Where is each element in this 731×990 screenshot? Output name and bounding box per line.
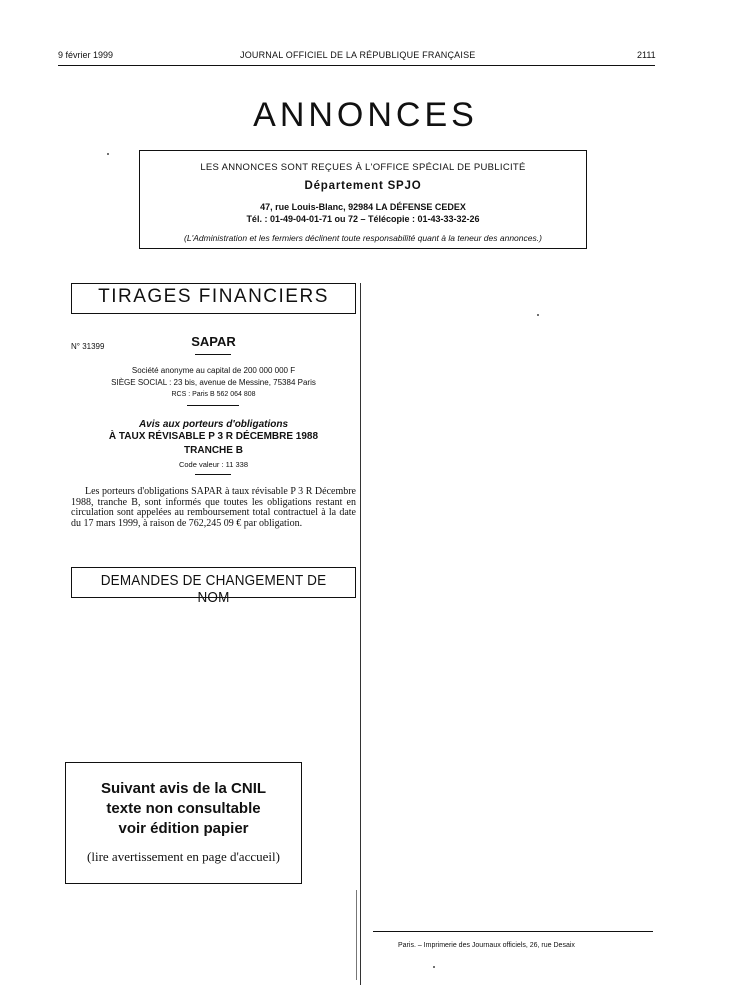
scan-speck bbox=[107, 153, 109, 155]
annonce-capital-line: Société anonyme au capital de 200 000 000 F bbox=[131, 366, 296, 375]
cnil-notice-line-1: Suivant avis de la CNIL bbox=[100, 780, 267, 797]
scan-speck bbox=[433, 966, 435, 968]
page-title: ANNONCES bbox=[253, 96, 478, 134]
info-box bbox=[139, 150, 587, 249]
header-rule bbox=[58, 65, 655, 66]
column-divider bbox=[360, 283, 361, 985]
header-journal-title: JOURNAL OFFICIEL DE LA RÉPUBLIQUE FRANÇAISE bbox=[240, 50, 476, 60]
column-divider-secondary bbox=[356, 890, 357, 980]
annonce-number: N° 31399 bbox=[71, 342, 105, 351]
avis-heading: Avis aux porteurs d'obligations bbox=[138, 419, 289, 430]
section-heading-tirages: TIRAGES FINANCIERS bbox=[98, 286, 329, 307]
annonce-body-text: Les porteurs d'obligations SAPAR à taux révisable P 3 R Décembre 1988, tranche B, sont informés que toutes les obligations restant en circulation sont appelées au remboursement total contractuel à la date du 17 mars 1999, à raison de 762,245 09 € par obligation. bbox=[71, 486, 356, 530]
footer-rule bbox=[373, 931, 653, 932]
footer-imprint: Paris. – Imprimerie des Journaux officiels, 26, rue Desaix bbox=[398, 942, 575, 949]
info-department-line: Département SPJO bbox=[304, 180, 422, 192]
annonce-company-name: SAPAR bbox=[191, 334, 236, 349]
cnil-notice-reference: (lire avertissement en page d'accueil) bbox=[87, 849, 280, 864]
info-phone-line: Tél. : 01-49-04-01-71 ou 72 – Télécopie : 01-43-33-32-26 bbox=[246, 214, 480, 224]
separator-rule bbox=[195, 474, 231, 475]
scan-speck bbox=[537, 314, 539, 316]
cnil-notice-line-3: voir édition papier bbox=[118, 820, 249, 837]
header-page-number: 2111 bbox=[637, 50, 656, 60]
header-date: 9 février 1999 bbox=[58, 50, 114, 60]
avis-tranche: TRANCHE B bbox=[184, 445, 243, 456]
annonce-seat-line: SIÈGE SOCIAL : 23 bis, avenue de Messine, 75384 Paris bbox=[111, 378, 316, 387]
cnil-notice-line-2: texte non consultable bbox=[106, 800, 261, 817]
section-heading-demandes: DEMANDES DE CHANGEMENT DE NOM bbox=[100, 572, 327, 606]
separator-rule bbox=[195, 354, 231, 355]
avis-code-valeur: Code valeur : 11 338 bbox=[178, 460, 249, 469]
avis-subheading: À TAUX RÉVISABLE P 3 R DÉCEMBRE 1988 bbox=[108, 431, 319, 442]
separator-rule bbox=[187, 405, 239, 406]
annonce-rcs-line: RCS : Paris B 562 064 808 bbox=[171, 391, 256, 398]
info-reception-line: LES ANNONCES SONT REÇUES À L'OFFICE SPÉCIAL DE PUBLICITÉ bbox=[200, 162, 526, 173]
info-address-line: 47, rue Louis-Blanc, 92984 LA DÉFENSE CEDEX bbox=[260, 202, 466, 212]
info-disclaimer-line: (L'Administration et les fermiers déclinent toute responsabilité quant à la teneur des annonces.) bbox=[184, 233, 542, 243]
